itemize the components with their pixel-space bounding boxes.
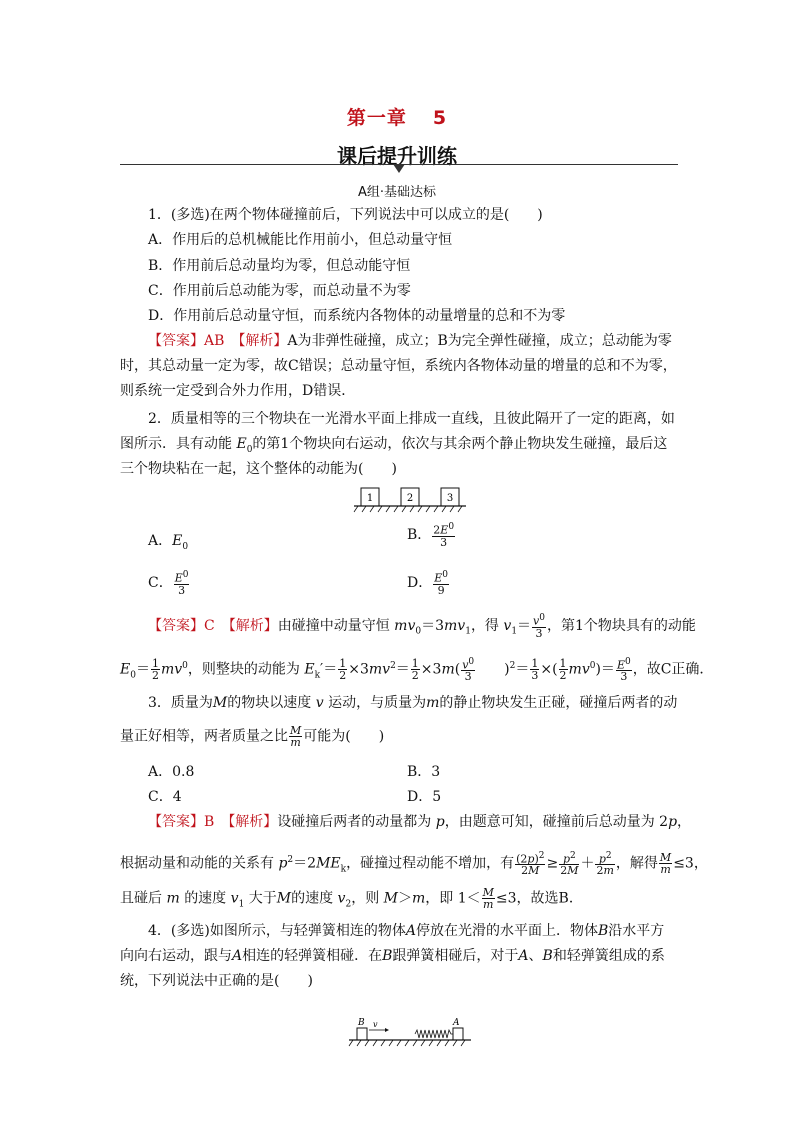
q3-stem-1: 3．质量为M的物块以速度 v 运动，与质量为m的静止物块发生正碰，碰撞后两者的动 xyxy=(148,695,678,711)
q4-spring-figure xyxy=(343,1016,473,1050)
q3-analysis-3: 且碰后 m 的速度 $v_1$ 大于M的速度 $v_2$，则 M＞m，即 1＜ $\frac{M}{m}$ ≤3，故选B． xyxy=(120,886,583,911)
block-2-label: 2 xyxy=(406,493,414,504)
chapter-title: 第一章 5 xyxy=(346,107,448,129)
q3-option-d: D．5 xyxy=(407,789,442,805)
q2-analysis-2: $E_0=$ $\frac{1}{2}$ $mv^0$，则整块的动能为 $E_k'=$ $\frac{1}{2}$ $\times 3mv^2=$ $\frac{1}{2}$ ×3m( $\frac{v^0}{3}$ )$^2$＝ $\frac{1}{3}$ ×( $\frac{1}{2}$ $mv^0)=$ $\frac{E^0}{3}$ ，故C正确． xyxy=(120,656,714,684)
q2-option-b: B． $\frac{2E^0}{3}$ xyxy=(407,522,455,549)
label-a: A xyxy=(453,1018,460,1028)
section-title: 课后提升训练 xyxy=(337,144,457,168)
q2-stem-1: 2．质量相等的三个物块在一光滑水平面上排成一直线，且彼此隔开了一定的距离，如 xyxy=(148,411,675,427)
q4-stem-3: 统，下列说法中正确的是( ) xyxy=(120,973,313,989)
q1-option-d: D．作用前后总动量守恒，而系统内各物体的动量增量的总和不为零 xyxy=(148,308,566,324)
q2-option-c: C． $\frac{E^0}{3}$ xyxy=(148,570,189,597)
q2-option-a: A．$E_0$ xyxy=(148,533,189,552)
label-v: v xyxy=(373,1020,378,1029)
q1-analysis-2: 时，其总动量一定为零，故C错误；总动量守恒，系统内各物体动量的增量的总和不为零， xyxy=(120,358,677,374)
q2-option-d: D． $\frac{E^0}{9}$ xyxy=(407,570,448,597)
q3-option-c: C．4 xyxy=(148,789,182,805)
q2-blocks-figure xyxy=(350,484,468,514)
q1-option-a: A．作用后的总机械能比作用前小，但总动量守恒 xyxy=(148,232,453,248)
block-1-label: 1 xyxy=(366,493,374,504)
q3-stem-2: 量正好相等，两者质量之比 $\frac{M}{m}$ 可能为( ) xyxy=(120,724,385,749)
q4-stem-2: 向向右运动，跟与A相连的轻弹簧相碰．在B跟弹簧相碰后，对于A、B和轻弹簧组成的系 xyxy=(120,948,665,964)
block-3-label: 3 xyxy=(446,493,454,504)
q2-analysis-1: 【答案】C 【解析】由碰撞中动量守恒 $mv_0=3mv_1$，得 $v_1=$ $\frac{v^0}{3}$ ，第1个物块具有的动能 xyxy=(148,613,696,640)
q1-stem: 1．(多选)在两个物体碰撞前后，下列说法中可以成立的是( ) xyxy=(148,207,543,223)
q1-analysis-3: 则系统一定受到合外力作用，D错误． xyxy=(120,383,356,399)
q1-option-b: B．作用前后总动量均为零，但总动能守恒 xyxy=(148,258,411,274)
q3-option-a: A．0.8 xyxy=(148,764,195,780)
q1-analysis-1: 【答案】AB 【解析】A为非弹性碰撞，成立；B为完全弹性碰撞，成立；总动能为零 xyxy=(148,333,672,349)
q3-option-b: B．3 xyxy=(407,764,441,780)
q3-analysis-1: 【答案】B 【解析】设碰撞后两者的动量都为 p，由题意可知，碰撞前后总动量为 2p， xyxy=(148,814,692,830)
q4-stem-1: 4．(多选)如图所示，与轻弹簧相连的物体A停放在光滑的水平面上．物体B沿水平方 xyxy=(148,923,665,939)
label-b: B xyxy=(358,1018,365,1028)
q1-option-c: C．作用前后总动能为零，而总动量不为零 xyxy=(148,283,411,299)
q2-stem-2: 图所示．具有动能 $E_0$的第1个物块向右运动，依次与其余两个静止物块发生碰撞，最后这 xyxy=(120,436,668,455)
group-heading: A组·基础达标 xyxy=(357,185,437,200)
q2-stem-3: 三个物块粘在一起，这个整体的动能为( ) xyxy=(120,461,397,477)
q3-analysis-2: 根据动量和动能的关系有 $p^2=2ME_k$，碰撞过程动能不增加，有 $\frac{(2p)^2}{2M}$ ≥ $\frac{p^2}{2M}$ ＋ $\frac{p^2}{2m}$ ，解得 $\frac{M}{m}$ ≤3， xyxy=(120,850,708,878)
rule-triangle-icon xyxy=(393,164,405,173)
